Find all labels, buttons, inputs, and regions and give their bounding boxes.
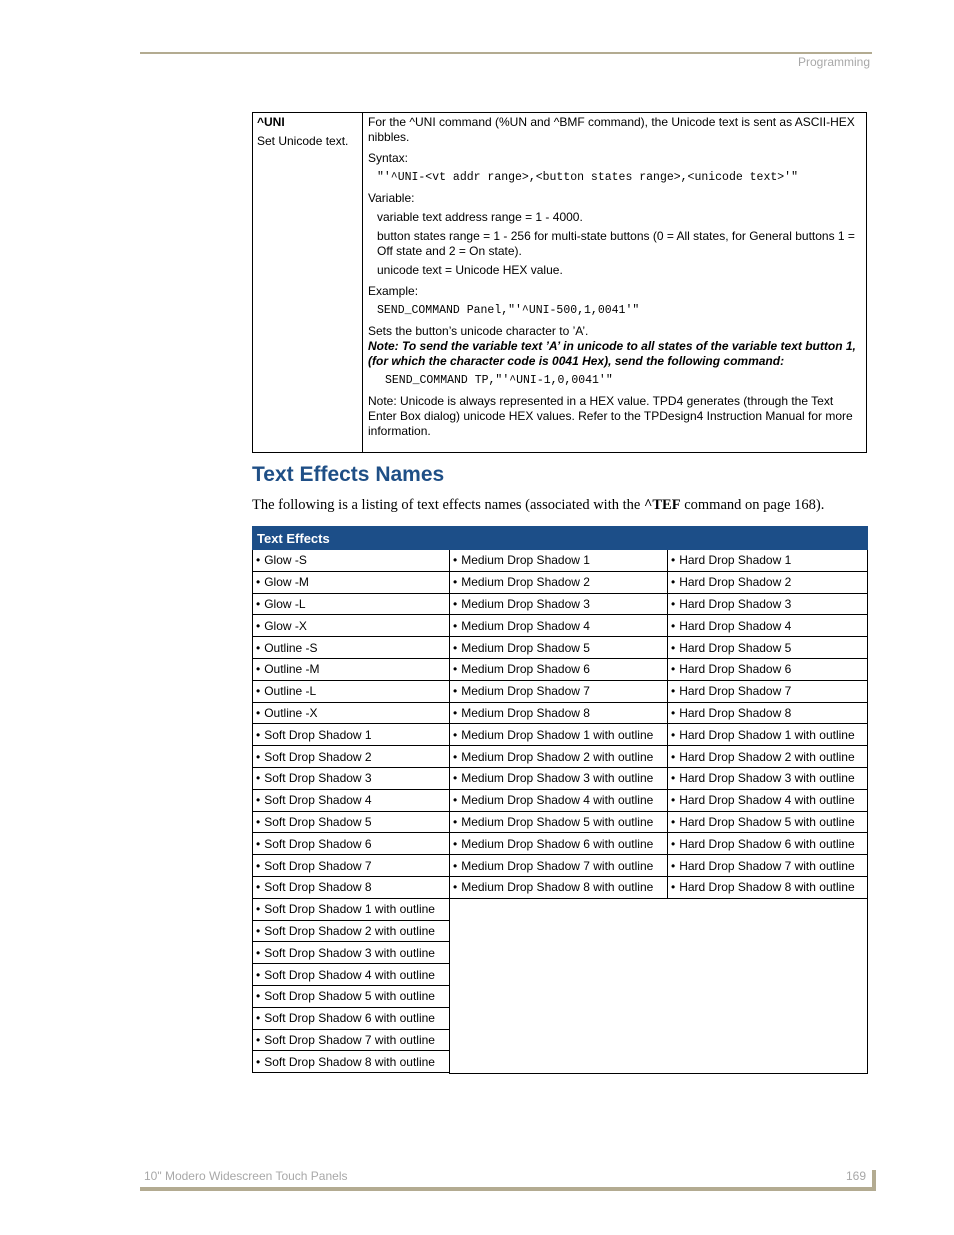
effect-name: Medium Drop Shadow 7 with outline: [461, 858, 654, 873]
table-row: [253, 680, 868, 702]
footer-title: 10" Modero Widescreen Touch Panels: [144, 1169, 348, 1183]
effect-cell: [450, 855, 668, 877]
bullet-icon: •: [453, 771, 458, 786]
bullet-icon: •: [671, 814, 676, 829]
bullet-icon: •: [671, 705, 676, 720]
effect-cell: [450, 615, 668, 637]
effect-cell: [668, 637, 868, 659]
effect-cell: [450, 767, 668, 789]
effect-cell: [253, 637, 450, 659]
effect-cell: [253, 571, 450, 593]
effect-name: Soft Drop Shadow 6 with outline: [264, 1011, 435, 1026]
bullet-icon: •: [453, 880, 458, 895]
effect-name: Outline -L: [264, 684, 317, 699]
bullet-icon: •: [671, 727, 676, 742]
bullet-icon: •: [671, 575, 676, 590]
effect-name: Medium Drop Shadow 4 with outline: [461, 793, 654, 808]
footer-rule: [140, 1187, 876, 1191]
effect-name: Hard Drop Shadow 2: [679, 575, 792, 590]
effect-cell: [253, 1051, 450, 1073]
effect-name: Medium Drop Shadow 5 with outline: [461, 814, 654, 829]
effect-name: Hard Drop Shadow 8 with outline: [679, 880, 855, 895]
example-note: Sets the button’s unicode character to ’A’.: [368, 324, 589, 338]
intro-command: ^TEF: [643, 497, 681, 513]
bullet-icon: •: [256, 727, 261, 742]
effect-name: Medium Drop Shadow 6: [461, 662, 590, 677]
effect-name: Medium Drop Shadow 5: [461, 640, 590, 655]
effect-name: Soft Drop Shadow 1 with outline: [264, 902, 435, 917]
variable-label: Variable:: [368, 191, 415, 205]
effect-cell: [668, 876, 868, 898]
effect-name: Soft Drop Shadow 7: [264, 858, 372, 873]
bullet-icon: •: [453, 662, 458, 677]
table-header: Text Effects: [253, 527, 668, 550]
table-row: [253, 855, 868, 877]
effect-cell: [668, 746, 868, 768]
command-intro: For the ^UNI command (%UN and ^BMF command), the Unicode text is sent as ASCII-HEX nibbles.: [368, 115, 855, 144]
table-row: [253, 571, 868, 593]
final-note: Note: Unicode is always represented in a HEX value. TPD4 generates (through the Text Enter Box dialog) unicode HEX values. Refer to the TPDesign4 Instruction Manual for more information.: [368, 394, 853, 438]
bullet-icon: •: [256, 793, 261, 808]
effect-cell: [253, 876, 450, 898]
effect-name: Soft Drop Shadow 8: [264, 880, 372, 895]
effect-cell: [253, 898, 450, 920]
effect-cell: [253, 942, 450, 964]
table-row: [253, 550, 868, 572]
command-details: [364, 113, 866, 439]
effect-name: Medium Drop Shadow 3 with outline: [461, 771, 654, 786]
effect-name: Hard Drop Shadow 5: [679, 640, 792, 655]
effect-name: Soft Drop Shadow 3 with outline: [264, 945, 435, 960]
effect-name: Soft Drop Shadow 7 with outline: [264, 1032, 435, 1047]
effect-cell: [253, 702, 450, 724]
table-row: [253, 724, 868, 746]
effect-name: Medium Drop Shadow 1: [461, 553, 590, 568]
bullet-icon: •: [671, 596, 676, 611]
bullet-icon: •: [671, 793, 676, 808]
bullet-icon: •: [453, 836, 458, 851]
bullet-icon: •: [453, 575, 458, 590]
page-number: 169: [846, 1169, 867, 1183]
bullet-icon: •: [453, 640, 458, 655]
bullet-icon: •: [671, 553, 676, 568]
variable-item: button states range = 1 - 256 for multi-state buttons (0 = All states, for General buttons 1 = Off state and 2 = On state).: [377, 229, 855, 258]
effect-cell: [450, 833, 668, 855]
effect-cell: [253, 1029, 450, 1051]
bullet-icon: •: [453, 684, 458, 699]
effect-cell: [253, 593, 450, 615]
effect-name: Soft Drop Shadow 2: [264, 749, 372, 764]
bullet-icon: •: [671, 771, 676, 786]
table-row: [253, 811, 868, 833]
effect-cell: [253, 811, 450, 833]
bullet-icon: •: [256, 945, 261, 960]
running-header: Programming: [797, 55, 870, 69]
effect-cell: [668, 724, 868, 746]
table-row: [253, 658, 868, 680]
effect-cell: [450, 876, 668, 898]
effect-name: Medium Drop Shadow 6 with outline: [461, 836, 654, 851]
bullet-icon: •: [256, 596, 261, 611]
table-row: [253, 789, 868, 811]
effect-name: Glow -L: [264, 596, 306, 611]
bullet-icon: •: [256, 684, 261, 699]
bullet-icon: •: [256, 575, 261, 590]
effect-cell: [450, 724, 668, 746]
effect-name: Hard Drop Shadow 5 with outline: [679, 814, 855, 829]
effect-cell: [668, 658, 868, 680]
table-header-row: [253, 527, 868, 550]
bullet-icon: •: [453, 553, 458, 568]
table-row: [253, 615, 868, 637]
bullet-icon: •: [256, 836, 261, 851]
effect-name: Soft Drop Shadow 4: [264, 793, 372, 808]
effect-name: Soft Drop Shadow 5 with outline: [264, 989, 435, 1004]
effect-name: Glow -X: [264, 618, 307, 633]
table-header-blank: [668, 527, 868, 550]
bullet-icon: •: [256, 902, 261, 917]
effect-cell: [668, 571, 868, 593]
effect-cell: [253, 920, 450, 942]
bullet-icon: •: [256, 1011, 261, 1026]
effect-name: Hard Drop Shadow 3 with outline: [679, 771, 855, 786]
command-cell: [253, 113, 363, 452]
table-row: [253, 637, 868, 659]
effect-name: Soft Drop Shadow 4 with outline: [264, 967, 435, 982]
example-code: SEND_COMMAND Panel,"'^UNI-500,1,0041'": [377, 304, 640, 317]
table-row: [253, 876, 868, 898]
effect-name: Glow -M: [264, 575, 309, 590]
effect-name: Soft Drop Shadow 8 with outline: [264, 1054, 435, 1069]
effect-name: Soft Drop Shadow 3: [264, 771, 372, 786]
bold-note: Note: To send the variable text ’A’ in unicode to all states of the variable text button 1, (for which the character code is 0041 Hex), send the following command:: [368, 339, 856, 368]
effect-name: Outline -X: [264, 705, 318, 720]
variable-item: variable text address range = 1 - 4000.: [377, 210, 583, 224]
effect-cell: [450, 658, 668, 680]
bullet-icon: •: [671, 749, 676, 764]
effect-cell: [668, 550, 868, 572]
effect-name: Hard Drop Shadow 3: [679, 596, 792, 611]
table-row: [253, 767, 868, 789]
variable-item: unicode text = Unicode HEX value.: [377, 263, 563, 277]
effect-cell: [668, 811, 868, 833]
bullet-icon: •: [671, 618, 676, 633]
command-table: [252, 112, 867, 453]
intro-text: The following is a listing of text effects names (associated with the: [252, 497, 644, 513]
bullet-icon: •: [453, 727, 458, 742]
effect-cell: [668, 789, 868, 811]
effect-cell: [253, 767, 450, 789]
effect-name: Hard Drop Shadow 2 with outline: [679, 749, 855, 764]
syntax-label: Syntax:: [368, 151, 409, 165]
effect-name: Outline -M: [264, 662, 320, 677]
bullet-icon: •: [256, 749, 261, 764]
effect-name: Medium Drop Shadow 3: [461, 596, 590, 611]
effect-name: Medium Drop Shadow 2: [461, 575, 590, 590]
effect-cell: [668, 615, 868, 637]
intro-text-end: command on page 168).: [680, 497, 825, 513]
effect-cell: [450, 680, 668, 702]
effect-cell: [253, 680, 450, 702]
effect-name: Medium Drop Shadow 8: [461, 705, 590, 720]
bullet-icon: •: [256, 553, 261, 568]
bullet-icon: •: [256, 923, 261, 938]
effect-name: Soft Drop Shadow 2 with outline: [264, 923, 435, 938]
effect-name: Outline -S: [264, 640, 318, 655]
bullet-icon: •: [256, 1032, 261, 1047]
bullet-icon: •: [671, 684, 676, 699]
effect-name: Hard Drop Shadow 6 with outline: [679, 836, 855, 851]
bullet-icon: •: [453, 705, 458, 720]
effect-cell: [450, 702, 668, 724]
effect-name: Medium Drop Shadow 2 with outline: [461, 749, 654, 764]
effect-cell: [450, 550, 668, 572]
effect-cell: [253, 789, 450, 811]
effect-cell: [450, 593, 668, 615]
effect-cell: [253, 615, 450, 637]
bullet-icon: •: [256, 662, 261, 677]
footer-tick: [872, 1170, 876, 1191]
effect-name: Hard Drop Shadow 7 with outline: [679, 858, 855, 873]
bullet-icon: •: [671, 880, 676, 895]
example2-code: SEND_COMMAND TP,"'^UNI-1,0,0041'": [385, 374, 613, 387]
bullet-icon: •: [256, 989, 261, 1004]
command-description: Set Unicode text.: [257, 134, 349, 148]
bullet-icon: •: [671, 640, 676, 655]
effect-name: Hard Drop Shadow 4: [679, 618, 792, 633]
effect-cell: [450, 571, 668, 593]
bullet-icon: •: [256, 814, 261, 829]
effect-cell: [253, 964, 450, 986]
empty-cell-box: [449, 898, 868, 1074]
bullet-icon: •: [453, 814, 458, 829]
effect-name: Medium Drop Shadow 7: [461, 684, 590, 699]
effect-cell: [450, 811, 668, 833]
effect-cell: [253, 985, 450, 1007]
effect-cell: [253, 833, 450, 855]
effect-name: Soft Drop Shadow 6: [264, 836, 372, 851]
effect-cell: [253, 855, 450, 877]
effect-name: Soft Drop Shadow 5: [264, 814, 372, 829]
effect-name: Hard Drop Shadow 1 with outline: [679, 727, 855, 742]
bullet-icon: •: [256, 640, 261, 655]
bullet-icon: •: [671, 836, 676, 851]
bullet-icon: •: [256, 1054, 261, 1069]
command-name: ^UNI: [257, 115, 285, 129]
bullet-icon: •: [256, 967, 261, 982]
bullet-icon: •: [671, 858, 676, 873]
effect-cell: [668, 702, 868, 724]
bullet-icon: •: [453, 749, 458, 764]
effect-cell: [450, 789, 668, 811]
bullet-icon: •: [256, 705, 261, 720]
effect-name: Hard Drop Shadow 8: [679, 705, 792, 720]
table-row: [253, 746, 868, 768]
effect-name: Hard Drop Shadow 7: [679, 684, 792, 699]
effect-name: Medium Drop Shadow 4: [461, 618, 590, 633]
effect-cell: [668, 855, 868, 877]
effect-name: Hard Drop Shadow 4 with outline: [679, 793, 855, 808]
bullet-icon: •: [256, 771, 261, 786]
section-intro: [252, 497, 824, 514]
effect-cell: [450, 746, 668, 768]
bullet-icon: •: [453, 793, 458, 808]
effect-cell: [253, 724, 450, 746]
bullet-icon: •: [671, 662, 676, 677]
effect-cell: [668, 767, 868, 789]
effect-name: Hard Drop Shadow 6: [679, 662, 792, 677]
section-title: Text Effects Names: [252, 463, 445, 486]
bullet-icon: •: [256, 858, 261, 873]
effect-cell: [253, 746, 450, 768]
effect-name: Glow -S: [264, 553, 307, 568]
effect-name: Soft Drop Shadow 1: [264, 727, 372, 742]
table-row: [253, 702, 868, 724]
example-label: Example:: [368, 284, 419, 298]
table-row: [253, 593, 868, 615]
effect-name: Medium Drop Shadow 8 with outline: [461, 880, 654, 895]
table-row: [253, 833, 868, 855]
bullet-icon: •: [256, 880, 261, 895]
effect-cell: [450, 637, 668, 659]
bullet-icon: •: [453, 596, 458, 611]
effect-cell: [668, 833, 868, 855]
bullet-icon: •: [453, 858, 458, 873]
effect-name: Hard Drop Shadow 1: [679, 553, 792, 568]
header-rule: [140, 52, 872, 54]
effect-cell: [253, 658, 450, 680]
effect-cell: [253, 550, 450, 572]
effect-cell: [668, 593, 868, 615]
syntax-code: "'^UNI-<vt addr range>,<button states range>,<unicode text>'": [377, 171, 798, 184]
effect-name: Medium Drop Shadow 1 with outline: [461, 727, 654, 742]
bullet-icon: •: [453, 618, 458, 633]
effect-cell: [253, 1007, 450, 1029]
effect-cell: [668, 680, 868, 702]
bullet-icon: •: [256, 618, 261, 633]
